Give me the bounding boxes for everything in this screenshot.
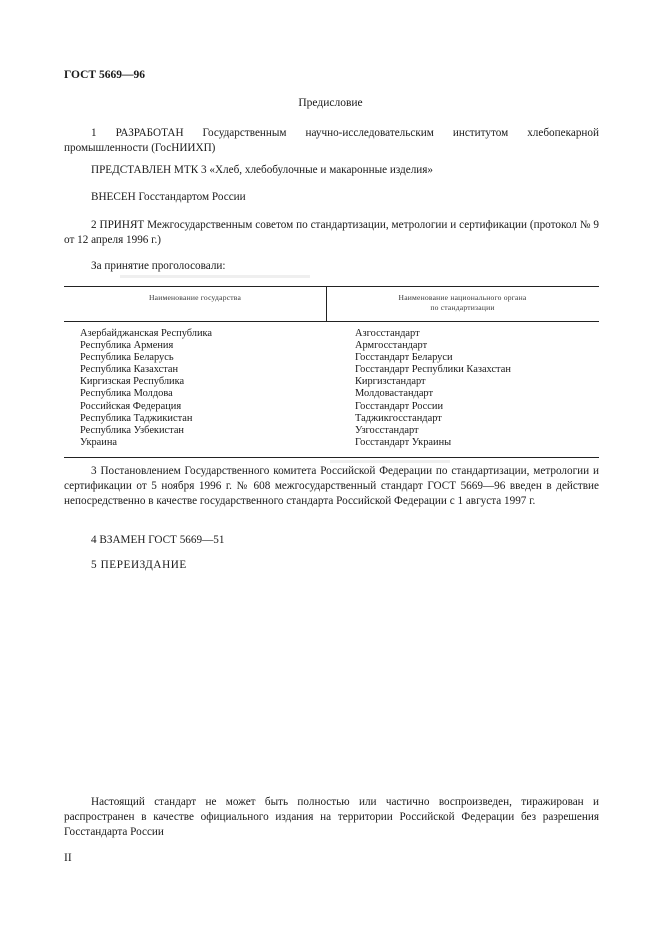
paragraph-developed (64, 126, 599, 156)
table-cell-state: Украина (80, 436, 118, 448)
states-column (80, 328, 212, 449)
table-cell-organ: Госстандарт Республики Казахстан (355, 364, 511, 376)
table-cell-organ: Азгосстандарт (355, 328, 420, 339)
table-cell-organ: Киргизстандарт (355, 376, 426, 388)
table-cell-state: Киргизская Республика (80, 376, 185, 388)
paragraph-adopted-text: 2 ПРИНЯТ Межгосударственным советом по стандартизации, метрологии и сертификации (протокол № 9 от 12 апреля 1996 г.) (64, 219, 599, 246)
document-id: ГОСТ 5669—96 (64, 69, 145, 81)
paragraph-resolution (64, 464, 599, 509)
table-header-state: Наименование государства (148, 293, 242, 302)
scan-artifact (330, 460, 450, 463)
page-number: II (64, 852, 72, 864)
table-bottom-rule (64, 457, 599, 458)
paragraph-copyright-text: Настоящий стандарт не может быть полностью или частично воспроизведен, тиражирован и распространен в качестве официального издания на территории Российской Федерации без разрешения Госстандарта России (64, 796, 599, 838)
table-header-organ (326, 293, 599, 313)
paragraph-reissue-text: 5 ПЕРЕИЗДАНИЕ (91, 559, 187, 571)
table-cell-organ: Госстандарт Беларуси (355, 352, 453, 364)
paragraph-copyright (64, 795, 599, 840)
table-cell-state: Республика Казахстан (80, 364, 179, 376)
paragraph-replaces-text: 4 ВЗАМЕН ГОСТ 5669—51 (91, 534, 225, 546)
paragraph-voted-text: За принятие проголосовали: (91, 260, 226, 272)
table-cell-organ: Госстандарт России (355, 400, 444, 412)
paragraph-adopted (64, 218, 599, 248)
table-cell-state: Республика Таджикистан (80, 412, 193, 424)
table-cell-state: Российская Федерация (80, 400, 182, 412)
table-cell-organ: Госстандарт Украины (355, 436, 452, 448)
voting-table (64, 286, 599, 458)
paragraph-presented-text: ПРЕДСТАВЛЕН МТК 3 «Хлеб, хлебобулочные и макаронные изделия» (91, 164, 434, 176)
paragraph-presented (64, 163, 599, 178)
table-cell-state: Республика Узбекистан (80, 424, 184, 436)
table-top-rule (64, 286, 599, 287)
organs-column (355, 328, 511, 449)
table-cell-organ: Молдовастандарт (355, 388, 434, 400)
table-cell-organ: Таджикгосстандарт (355, 412, 442, 424)
preface-title: Предисловие (298, 97, 363, 109)
scan-artifact (120, 275, 310, 278)
paragraph-replaces (64, 533, 599, 548)
table-header-organ-line1: Наименование национального органа (398, 293, 527, 302)
table-cell-state: Азербайджанская Республика (80, 328, 213, 339)
paragraph-introduced (64, 190, 599, 205)
table-cell-organ: Узгосстандарт (355, 424, 419, 436)
table-header-rule (64, 321, 599, 322)
paragraph-voted (64, 259, 599, 274)
table-cell-state: Республика Молдова (80, 388, 173, 400)
paragraph-resolution-text: 3 Постановлением Государственного комитета Российской Федерации по стандартизации, метрологии и сертификации от 5 ноября 1996 г. № 608 межгосударственный стандарт ГОСТ 5669—96 введен в действие непосредственно в качестве государственного стандарта Российской Федерации с 1 августа 1997 г. (64, 465, 599, 507)
paragraph-introduced-text: ВНЕСЕН Госстандартом России (91, 191, 246, 203)
table-cell-state: Республика Армения (80, 340, 174, 352)
table-header-organ-line2: по стандартизации (430, 303, 495, 312)
table-cell-state: Республика Беларусь (80, 352, 174, 364)
paragraph-developed-text: 1 РАЗРАБОТАН Государственным научно-исследовательским институтом хлебопекарной промышленности (ГосНИИХП) (64, 127, 599, 154)
table-cell-organ: Армгосстандарт (355, 340, 428, 352)
paragraph-reissue (64, 558, 599, 573)
